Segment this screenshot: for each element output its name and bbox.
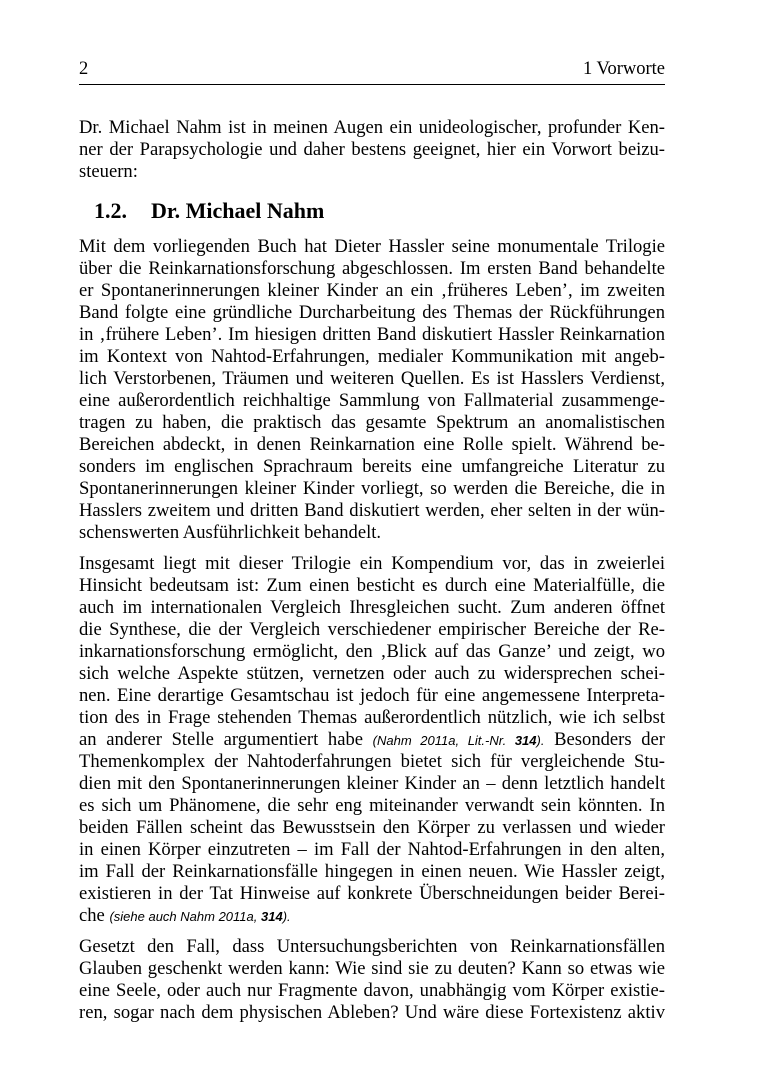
paragraph-line: im Fall der Reinkarnationsfälle hingegen in einen neuen. Wie Hassler zeigt, (79, 861, 665, 882)
paragraph-line: Themenkomplex der Nahtoderfahrungen bietet sich für vergleichende Stu- (79, 751, 665, 772)
paragraph-line: auch im internationalen Vergleich Ihresgleichen sucht. Zum anderen öffnet (79, 597, 665, 618)
paragraph-line: nen. Eine derartige Gesamtschau ist jedoch für eine angemessene Interpreta- (79, 685, 665, 706)
citation-close: ). (536, 733, 545, 748)
paragraph-line: lich Verstorbenen, Träumen und weiteren Quellen. Es ist Hasslers Verdienst, (79, 368, 665, 389)
section-title: Dr. Michael Nahm (151, 198, 325, 223)
paragraph-line: Hinsicht bedeutsam ist: Zum einen besticht es durch eine Materialfülle, die (79, 575, 665, 596)
page-number: 2 (79, 59, 89, 79)
section-number: 1.2. (94, 198, 127, 223)
paragraph-line: dien mit den Spontanerinnerungen kleiner Kinder an – denn letztlich handelt (79, 773, 665, 794)
paragraph-line: er Spontanerinnerungen kleiner Kinder an ein ‚früheres Leben’, im zweiten (79, 280, 665, 301)
paragraph-line: Mit dem vorliegenden Buch hat Dieter Hassler seine monumentale Trilogie (79, 236, 665, 257)
paragraph-line: es sich um Phänomene, die sehr eng miteinander verwandt sein könnten. In (79, 795, 665, 816)
paragraph-line: inkarnationsforschung ermöglicht, den ‚Blick auf das Ganze’ und zeigt, wo (79, 641, 665, 662)
paragraph-line-with-citation (79, 905, 665, 927)
paragraph-line: die Synthese, die der Vergleich verschiedener empirischer Bereiche der Re- (79, 619, 665, 640)
paragraph-line: Bereichen abdeckt, in denen Reinkarnation eine Rolle spielt. Während be- (79, 434, 665, 455)
citation-close: ). (282, 909, 291, 924)
paragraph-line: eine Seele, oder auch nur Fragmente davon, unabhängig vom Körper existie- (79, 980, 665, 1001)
intro-line: steuern: (79, 161, 138, 182)
paragraph-line: Gesetzt den Fall, dass Untersuchungsberichten von Reinkarnationsfällen (79, 936, 665, 957)
paragraph-line: Band folgte eine gründliche Durcharbeitung des Themas der Rückführungen (79, 302, 665, 323)
paragraph-line: im Kontext von Nahtod-Erfahrungen, medialer Kommunikation mit angeb- (79, 346, 665, 367)
paragraph-line: tion des in Frage stehenden Themas außerordentlich nützlich, wie ich selbst (79, 707, 665, 728)
paragraph-line-with-citation (79, 729, 665, 751)
citation (373, 733, 545, 748)
paragraph-line: über die Reinkarnationsforschung abgeschlossen. Im ersten Band behandelte (79, 258, 665, 279)
citation-number: 314 (514, 733, 537, 748)
line-text: an anderer Stelle argumentiert habe (79, 729, 373, 750)
paragraph-line: tragen zu haben, die praktisch das gesamte Spektrum an anomalistischen (79, 412, 665, 433)
paragraph-line: sich welche Aspekte stützen, vernetzen oder auch zu widersprechen schei- (79, 663, 665, 684)
paragraph-line: sonders im englischen Sprachraum bereits eine umfangreiche Literatur zu (79, 456, 665, 477)
citation (109, 909, 290, 924)
paragraph-line: existieren in der Tat Hinweise auf konkrete Überschneidungen beider Berei- (79, 883, 665, 904)
citation-number: 314 (260, 909, 283, 924)
intro-line: Dr. Michael Nahm ist in meinen Augen ein unideologischer, profunder Ken- (79, 117, 665, 138)
paragraph-line: in ‚frühere Leben’. Im hiesigen dritten Band diskutiert Hassler Reinkarnation (79, 324, 665, 345)
paragraph-line: Hasslers zweitem und dritten Band diskutiert werden, eher selten in der wün- (79, 500, 665, 521)
chapter-reference: 1 Vorworte (582, 59, 665, 79)
paragraph-line: schenswerten Ausführlichkeit behandelt. (79, 522, 382, 543)
line-text: che (79, 905, 110, 926)
paragraph-line: in einen Körper einzutreten – im Fall der Nahtod-Erfahrungen in den alten, (79, 839, 665, 860)
line-text-rest: Besonders der (544, 729, 665, 750)
paragraph-line: eine außerordentlich reichhaltige Sammlung von Fallmaterial zusammenge- (79, 390, 665, 411)
intro-line: ner der Parapsychologie und daher bestens geeignet, hier ein Vorwort beizu- (79, 139, 665, 160)
paragraph-line: ren, sogar nach dem physischen Ableben? Und wäre diese Fortexistenz aktiv (79, 1002, 665, 1023)
running-header (79, 58, 665, 85)
citation-text: (Nahm 2011a, Lit.-Nr. (372, 733, 515, 748)
paragraph-line: beiden Fällen scheint das Bewusstsein den Körper zu verlassen und wieder (79, 817, 665, 838)
paragraph-line: Insgesamt liegt mit dieser Trilogie ein Kompendium vor, das in zweierlei (79, 553, 665, 574)
section-heading (94, 198, 324, 224)
citation-text: (siehe auch Nahm 2011a, (109, 909, 261, 924)
paragraph-line: Spontanerinnerungen kleiner Kinder vorliegt, so werden die Bereiche, die in (79, 478, 665, 499)
paragraph-line: Glauben geschenkt werden kann: Wie sind sie zu deuten? Kann so etwas wie (79, 958, 665, 979)
